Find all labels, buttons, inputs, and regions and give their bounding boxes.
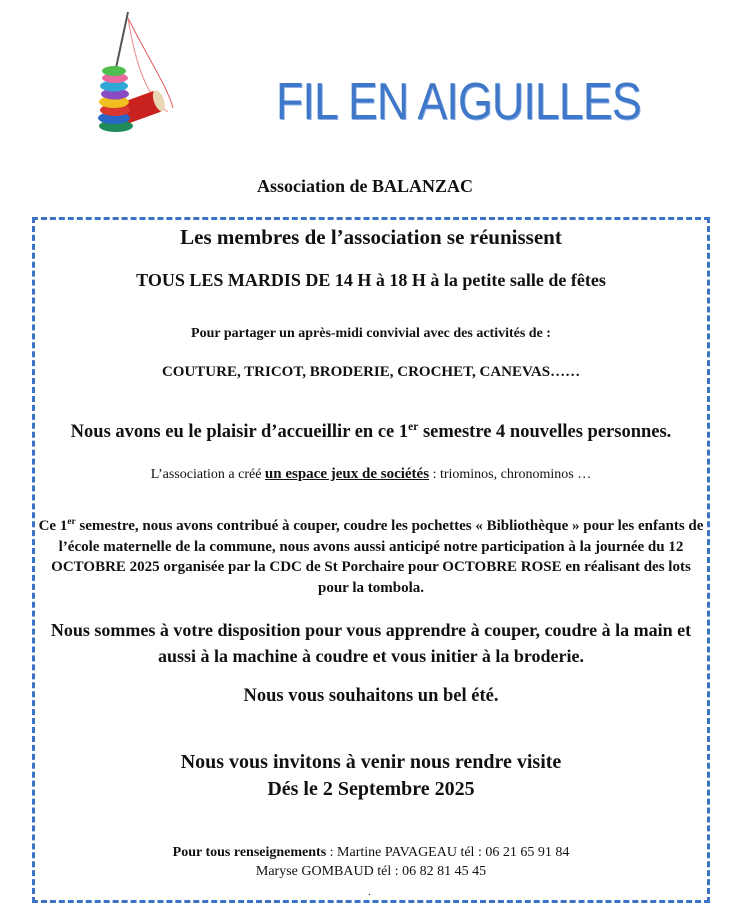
offer-paragraph: Nous sommes à votre disposition pour vous apprendre à couper, coudre à la main et aussi à la machine à coudre et vous initier à la broderie.: [50, 620, 692, 666]
welcome-text: Nous avons eu le plaisir d’accueillir en ce 1er semestre 4 nouvelles personnes.: [70, 420, 672, 442]
intro: Pour partager un après-midi convivial avec des activités de :: [191, 326, 551, 341]
contact-info: Pour tous renseignements : Martine PAVAGEAU tél : 06 21 65 91 84 Maryse GOMBAUD tél : 06 82 81 45 45: [172, 845, 570, 879]
page-title: FIL EN AIGUILLES: [276, 73, 641, 131]
invitation: Nous vous invitons à venir nous rendre visite Dés le 2 Septembre 2025: [180, 751, 562, 800]
stray-dot: .: [368, 884, 371, 898]
sewing-buttons-needle-icon: [78, 8, 188, 138]
games-text: L’association a créé un espace jeux de sociétés : triominos, chronominos …: [150, 466, 592, 482]
summer-wish: Nous vous souhaitons un bel été.: [243, 686, 499, 706]
association-name: Association de BALANZAC: [256, 176, 474, 196]
schedule: TOUS LES MARDIS DE 14 H à 18 H à la petite salle de fêtes: [136, 270, 606, 290]
games-space-label: un espace jeux de sociétés: [264, 466, 430, 482]
heading: Les membres de l’association se réunissent: [180, 225, 562, 249]
activities: COUTURE, TRICOT, BRODERIE, CROCHET, CANEVAS……: [161, 364, 581, 380]
contribution-paragraph: Ce 1er semestre, nous avons contribué à couper, coudre les pochettes « Bibliothèque » pour les enfants de l’école maternelle de la commune, nous avons aussi anticipé notre participation à la journée du 12 OCTOBRE 2025 organisée par la CDC de St Porchaire pour OCTOBRE ROSE en réalisant des lots pour la tombola.: [38, 517, 704, 596]
